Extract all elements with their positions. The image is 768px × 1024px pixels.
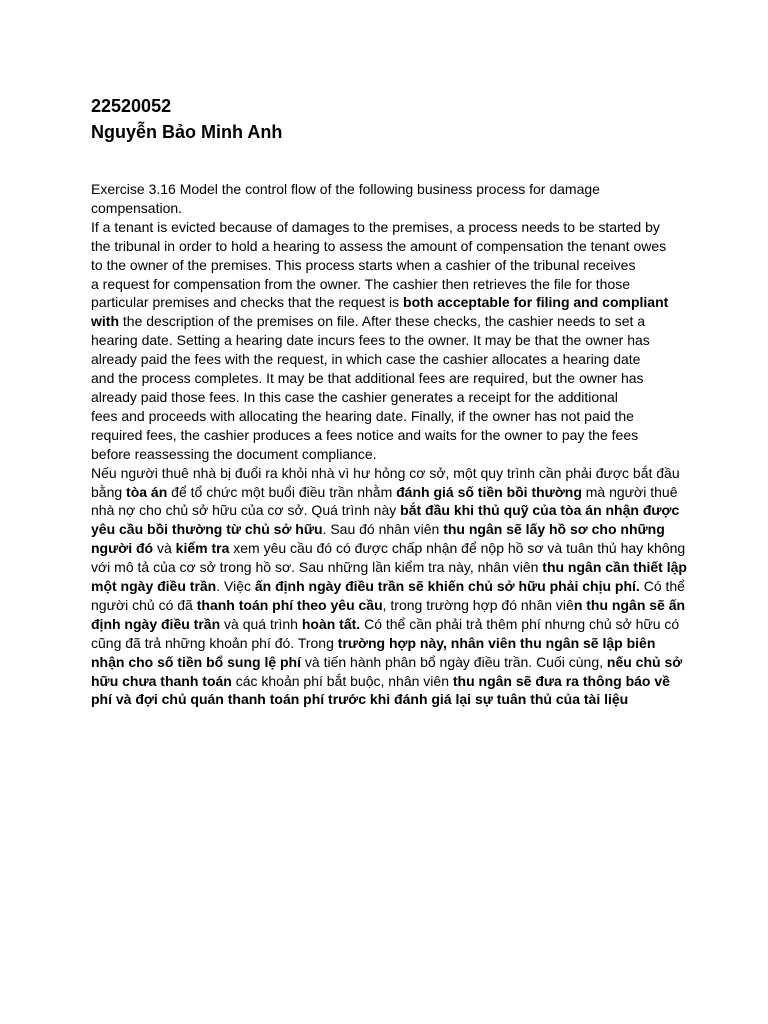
text-segment: hearing date. Setting a hearing date incurs fees to the owner. It may be that the owner has <box>91 332 650 349</box>
bold-text-segment: một ngày điều trần <box>91 578 217 595</box>
text-segment: fees and proceeds with allocating the hearing date. Finally, if the owner has not paid the <box>91 407 634 424</box>
text-segment: required fees, the cashier produces a fees notice and waits for the owner to pay the fees <box>91 426 639 443</box>
bold-text-segment: phí và đợi chủ quán thanh toán phí trước khi đánh giá lại sự tuân thủ của tài liệu <box>91 691 629 708</box>
text-segment: cũng đã trả những khoản phí đó. Trong <box>91 634 338 651</box>
bold-text-segment: trường hợp này, nhân viên thu ngân sẽ lập biên <box>337 634 656 651</box>
student-name: Nguyễn Bảo Minh Anh <box>91 122 283 142</box>
text-segment: , trong trường hợp đó nhân viê <box>382 596 574 613</box>
text-line <box>91 520 691 539</box>
text-segment: nhà nợ cho chủ sở hữu của cơ sở. Quá trình này <box>91 502 401 519</box>
text-segment: compensation. <box>91 199 183 216</box>
bold-text-segment: yêu cầu bồi thường từ chủ sở hữu <box>91 521 323 538</box>
text-segment: người chủ có đã <box>91 596 197 613</box>
text-segment: before reassessing the document compliance. <box>91 445 377 462</box>
bold-text-segment: both acceptable for filing and compliant <box>403 294 669 311</box>
text-line <box>91 426 691 445</box>
text-segment: a request for compensation from the owner. The cashier then retrieves the file for those <box>91 275 631 292</box>
text-line <box>91 653 691 672</box>
text-segment: already paid the fees with the request, in which case the cashier allocates a hearing date <box>91 351 641 368</box>
text-segment: và tiến hành phân bổ ngày điều trần. Cuối cùng, <box>301 653 607 670</box>
text-line <box>91 539 691 558</box>
bold-text-segment: thu ngân cần thiết lập <box>542 559 687 576</box>
text-segment: bằng <box>91 483 127 500</box>
text-line <box>91 501 691 520</box>
text-line <box>91 558 691 577</box>
bold-text-segment: tòa án <box>126 483 168 500</box>
bold-text-segment: n thu ngân sẽ ấn <box>573 596 686 613</box>
text-segment: particular premises and checks that the request is <box>91 294 404 311</box>
text-segment: the description of the premises on file. After these checks, the cashier needs to set a <box>119 313 646 330</box>
text-line <box>91 690 691 709</box>
text-line <box>91 483 691 502</box>
bold-text-segment: thu ngân sẽ đưa ra thông báo về <box>452 672 670 689</box>
text-line <box>91 615 691 634</box>
text-segment: If a tenant is evicted because of damages to the premises, a process needs to be started by <box>91 218 660 235</box>
text-line <box>91 464 691 483</box>
text-segment: Có thể <box>639 578 685 595</box>
text-line <box>91 199 691 218</box>
text-line <box>91 275 691 294</box>
text-segment: với mô tả của cơ sở trong hồ sơ. Sau những lần kiểm tra này, nhân viên <box>91 559 543 576</box>
bold-text-segment: hữu chưa thanh toán <box>91 672 232 689</box>
text-line <box>91 388 691 407</box>
bold-text-segment: người đó <box>91 540 154 557</box>
bold-text-segment: định ngày điều trần <box>91 615 221 632</box>
text-line <box>91 445 691 464</box>
text-segment: và quá trình <box>220 615 302 632</box>
text-line <box>91 312 691 331</box>
text-segment: mà người thuê <box>581 483 678 500</box>
text-segment: already paid those fees. In this case the cashier generates a receipt for the additional <box>91 388 618 405</box>
bold-text-segment: nếu chủ sở <box>606 653 683 670</box>
text-segment: . Sau đó nhân viên <box>322 521 444 538</box>
text-line <box>91 237 691 256</box>
text-segment: the tribunal in order to hold a hearing to assess the amount of compensation the tenant owes <box>91 237 667 254</box>
text-segment: và <box>153 540 176 557</box>
text-segment: Nếu người thuê nhà bị đuổi ra khỏi nhà vì hư hỏng cơ sở, một quy trình cần phải được bắt đầu <box>91 464 680 481</box>
bold-text-segment: ấn định ngày điều trần sẽ khiến chủ sở hữu phải chịu phí. <box>254 578 640 595</box>
bold-text-segment: bắt đầu khi thủ quỹ của tòa án nhận được <box>400 502 680 519</box>
text-segment: . Việc <box>216 578 255 595</box>
text-line <box>91 672 691 691</box>
bold-text-segment: with <box>91 313 119 330</box>
text-line <box>91 577 691 596</box>
text-segment: xem yêu cầu đó có được chấp nhận để nộp hồ sơ và tuân thủ hay không <box>229 540 686 557</box>
exercise-body-text <box>91 180 691 709</box>
student-id: 22520052 <box>91 96 172 116</box>
bold-text-segment: hoàn tất. <box>301 615 361 632</box>
text-line <box>91 596 691 615</box>
bold-text-segment: đánh giá số tiền bồi thường <box>396 483 582 500</box>
text-line <box>91 350 691 369</box>
text-segment: các khoản phí bắt buộc, nhân viên <box>231 672 453 689</box>
bold-text-segment: kiểm tra <box>175 540 230 557</box>
text-line <box>91 218 691 237</box>
text-line <box>91 634 691 653</box>
text-segment: Exercise 3.16 Model the control flow of the following business process for damage <box>91 181 600 197</box>
document-header <box>91 93 282 145</box>
text-segment: Có thể cần phải trả thêm phí nhưng chủ sở hữu có <box>360 615 680 632</box>
bold-text-segment: nhận cho số tiền bổ sung lệ phí <box>91 653 301 670</box>
text-segment: and the process completes. It may be that additional fees are required, but the owner has <box>91 370 644 387</box>
text-line <box>91 293 691 312</box>
text-line <box>91 407 691 426</box>
text-segment: để tổ chức một buổi điều trần nhằm <box>167 483 397 500</box>
text-line <box>91 369 691 388</box>
bold-text-segment: thu ngân sẽ lấy hồ sơ cho những <box>443 521 665 538</box>
bold-text-segment: thanh toán phí theo yêu cầu <box>196 596 383 613</box>
text-line <box>91 180 691 199</box>
text-line <box>91 331 691 350</box>
text-segment: to the owner of the premises. This process starts when a cashier of the tribunal receives <box>91 256 636 273</box>
text-line <box>91 256 691 275</box>
